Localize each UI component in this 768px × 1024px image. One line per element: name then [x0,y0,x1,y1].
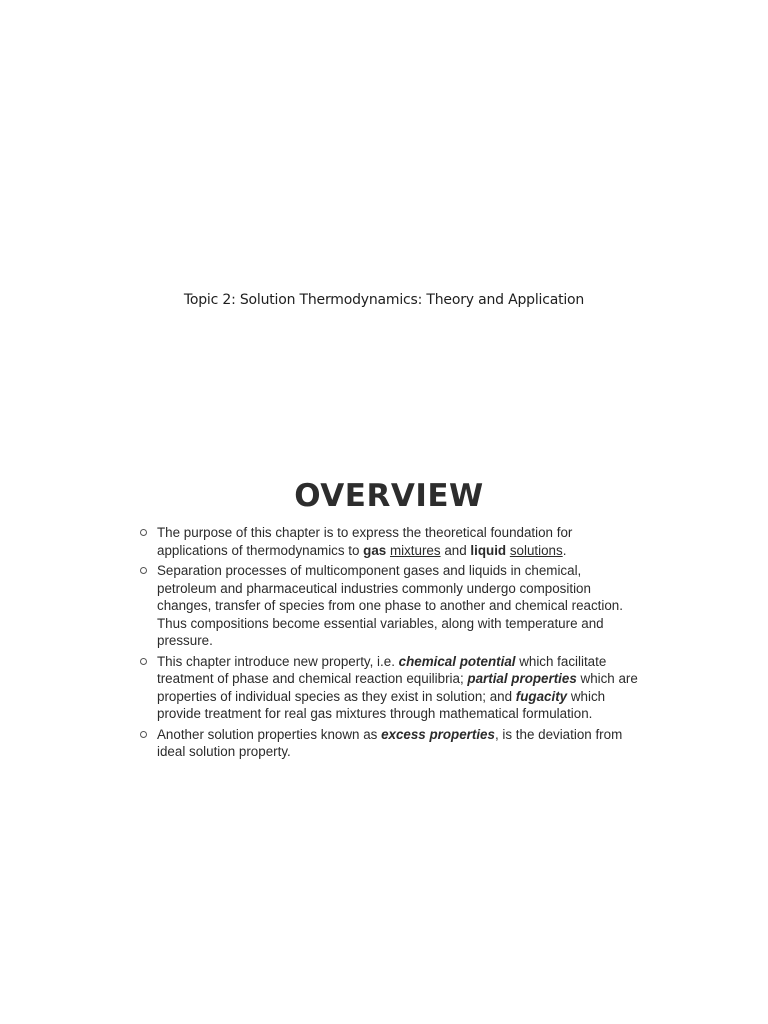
bullet-text: . [562,542,567,558]
bullet-text: chemical potential [398,653,516,669]
bullet-item [138,726,638,761]
bullet-text: which provide treatment for real gas mixtures through mathematical formulation. [157,688,606,721]
bullet-text: fugacity [515,688,568,704]
bullet-text: , is the deviation from ideal solution property. [157,726,623,759]
bullet-item [138,524,638,559]
bullet-text: The purpose of this chapter is to express the theoretical foundation for applications of thermodynamics to [157,525,573,558]
bullet-text: This chapter introduce new property, i.e. [157,653,399,669]
bullet-text: partial properties [467,671,577,686]
page-title: OVERVIEW [294,478,484,514]
bullet-circle-icon [140,529,147,536]
bullet-circle-icon [140,658,147,665]
bullet-text: gas [363,542,387,558]
bullet-text: and [440,542,471,558]
bullet-text: solutions [509,542,563,558]
bullet-text: excess properties [381,726,495,742]
bullet-text: which facilitate treatment of phase and chemical reaction equilibria; [157,653,607,686]
bullet-circle-icon [140,567,147,574]
bullet-text: mixtures [389,542,441,558]
topic-heading: Topic 2: Solution Thermodynamics: Theory and Application [183,292,585,308]
bullet-item [138,562,638,650]
bullet-list [138,524,638,764]
bullet-text: liquid [470,542,507,558]
bullet-item [138,653,638,723]
bullet-text: which are properties of individual species as they exist in solution; and [157,671,638,704]
bullet-circle-icon [140,731,147,738]
bullet-text: Another solution properties known as [157,726,382,742]
bullet-text: Separation processes of multicomponent gases and liquids in chemical, petroleum and pharmaceutical industries commonly undergo composition changes, transfer of species from one phase to another and chemical reaction. Thus compositions become essential variables, along with temperature and pressure. [157,563,623,648]
